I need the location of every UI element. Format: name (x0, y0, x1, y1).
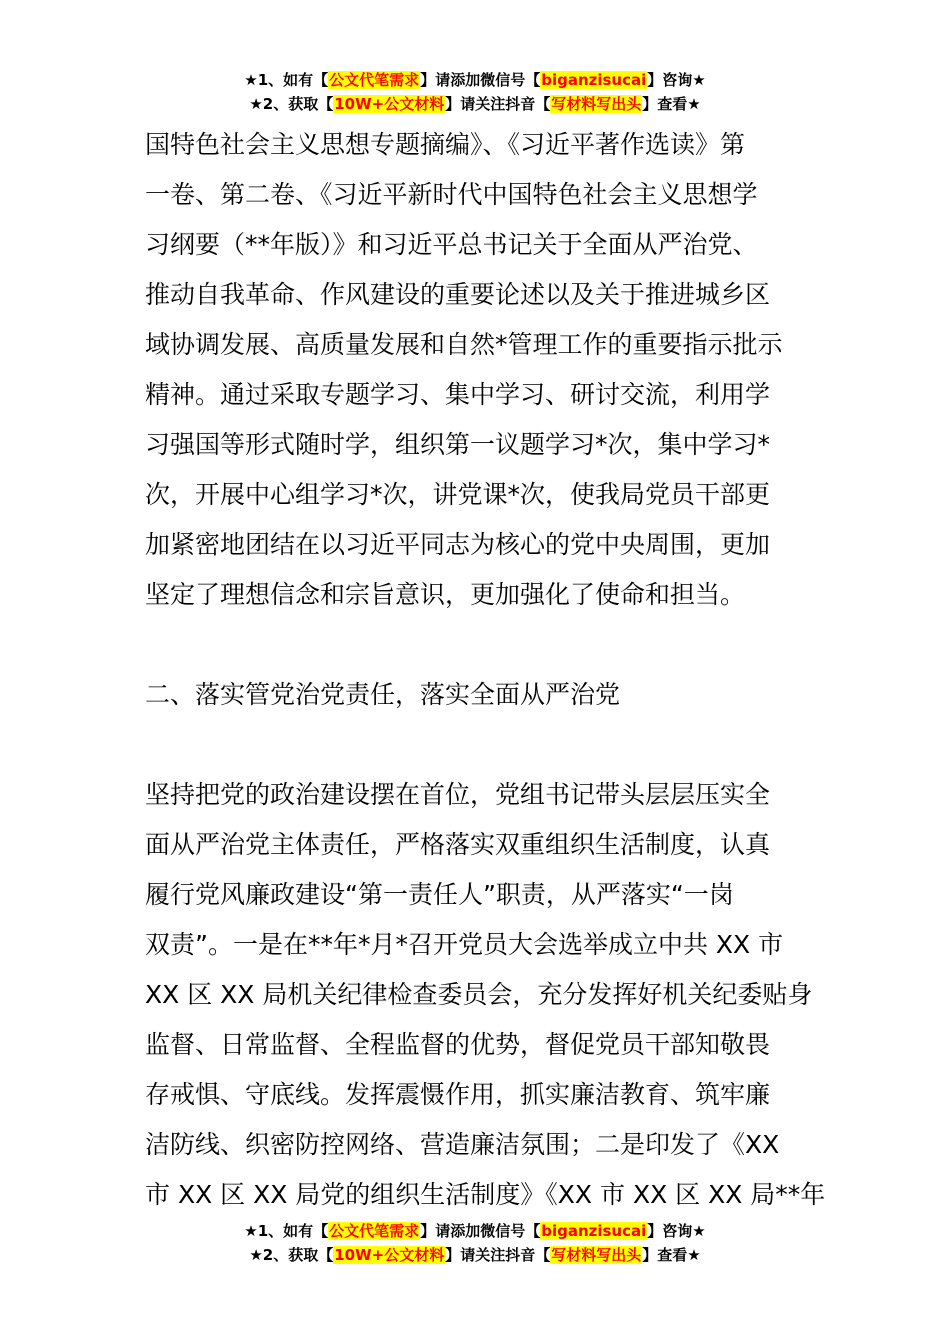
text-line: 坚定了理想信念和宗旨意识，更加强化了使命和担当。 (145, 580, 746, 609)
text-line: 坚持把党的政治建设摆在首位，党组书记带头层层压实全 (145, 780, 771, 809)
banner-highlight: 写材料写出头 (551, 95, 642, 113)
banner-line-1 (0, 68, 950, 92)
text-line: 监督、日常监督、全程监督的优势，督促党员干部知敬畏 (145, 1030, 771, 1059)
section-heading: 二、落实管党治党责任，落实全面从严治党 (145, 680, 621, 709)
banner-line-2 (0, 1243, 950, 1267)
text-line: 市 XX 区 XX 局党的组织生活制度》《XX 市 XX 区 XX 局**年 (145, 1180, 826, 1209)
text-line: 双责”。一是在**年*月*召开党员大会选举成立中共 XX 市 (145, 930, 784, 959)
text-line: 国特色社会主义思想专题摘编》、《习近平著作选读》第 (145, 130, 746, 159)
banner-text: 】请关注抖音【 (445, 1246, 551, 1264)
paragraph-2 (145, 770, 826, 1220)
banner-highlight: 10W+公文材料 (334, 1246, 445, 1264)
banner-highlight: biganzisucai (541, 71, 647, 89)
bottom-banner (0, 1219, 950, 1267)
banner-text: 】查看★ (642, 1246, 701, 1264)
banner-text: 】请添加微信号【 (420, 71, 541, 89)
paragraph-1 (145, 120, 810, 620)
text-line: 习纲要（**年版）》和习近平总书记关于全面从严治党、 (145, 230, 758, 259)
banner-text: 】咨询★ (647, 71, 706, 89)
banner-line-1 (0, 1219, 950, 1243)
text-line: XX 区 XX 局机关纪律检查委员会，充分发挥好机关纪委贴身 (145, 980, 813, 1009)
banner-line-2 (0, 92, 950, 116)
text-line: 加紧密地团结在以习近平同志为核心的党中央周围，更加 (145, 530, 771, 559)
text-line: 次，开展中心组学习*次，讲党课*次，使我局党员干部更 (145, 480, 771, 509)
text-line: 推动自我革命、作风建设的重要论述以及关于推进城乡区 (145, 280, 771, 309)
text-line: 洁防线、织密防控网络、营造廉洁氛围；二是印发了《XX (145, 1130, 780, 1159)
text-line: 存戒惧、守底线。发挥震慑作用，抓实廉洁教育、筑牢廉 (145, 1080, 771, 1109)
banner-text: ★2、获取【 (249, 95, 334, 113)
banner-text: ★1、如有【 (244, 71, 329, 89)
banner-highlight: 10W+公文材料 (334, 95, 445, 113)
document-body (145, 120, 826, 1220)
text-line: 精神。通过采取专题学习、集中学习、研讨交流，利用学 (145, 380, 771, 409)
banner-text: 】请添加微信号【 (420, 1222, 541, 1240)
text-line: 一卷、第二卷、《习近平新时代中国特色社会主义思想学 (145, 180, 758, 209)
banner-highlight: biganzisucai (541, 1222, 647, 1240)
banner-text: 】查看★ (642, 95, 701, 113)
banner-text: 】请关注抖音【 (445, 95, 551, 113)
banner-highlight: 写材料写出头 (551, 1246, 642, 1264)
banner-text: ★1、如有【 (244, 1222, 329, 1240)
text-line: 履行党风廉政建设“第一责任人”职责，从严落实“一岗 (145, 880, 734, 909)
text-line: 域协调发展、高质量发展和自然*管理工作的重要指示批示 (145, 330, 783, 359)
text-line: 习强国等形式随时学，组织第一议题学习*次，集中学习* (145, 430, 771, 459)
top-banner (0, 68, 950, 116)
paragraph-spacer (145, 620, 810, 670)
banner-text: ★2、获取【 (249, 1246, 334, 1264)
paragraph-spacer (145, 720, 810, 770)
text-line: 面从严治党主体责任，严格落实双重组织生活制度，认真 (145, 830, 771, 859)
banner-highlight: 公文代笔需求 (329, 71, 420, 89)
banner-text: 】咨询★ (647, 1222, 706, 1240)
banner-highlight: 公文代笔需求 (329, 1222, 420, 1240)
